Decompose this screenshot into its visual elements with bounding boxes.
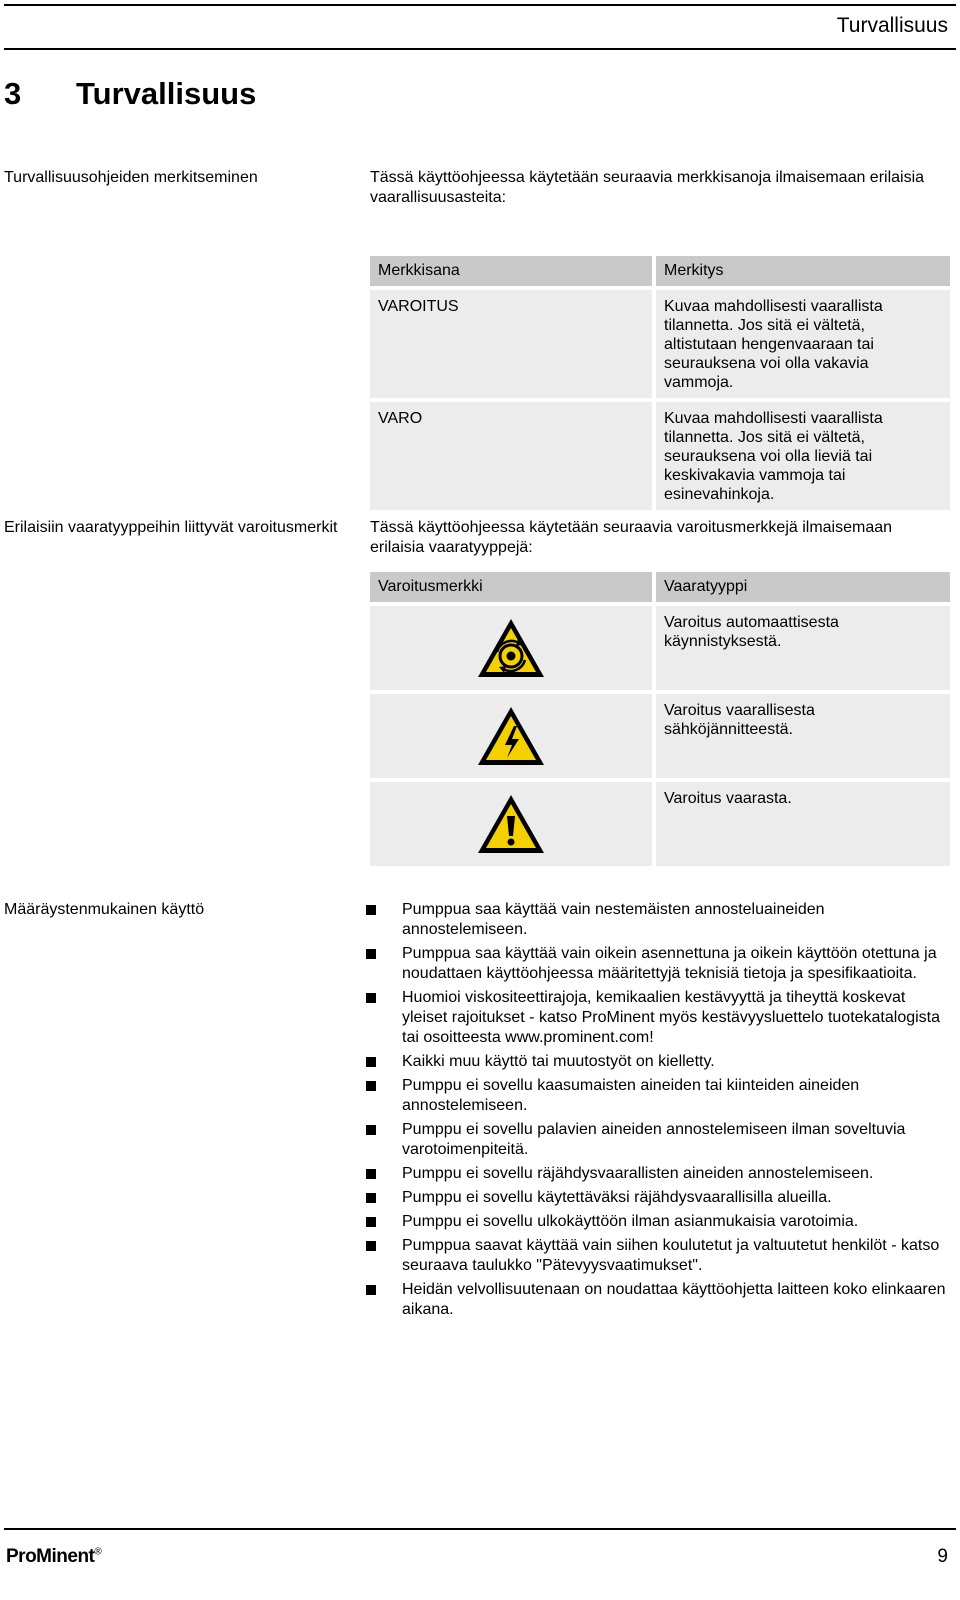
header-rule xyxy=(4,4,956,6)
list-item xyxy=(364,1280,954,1320)
list-item-text: Pumppua saavat käyttää vain siihen koulutetut ja valtuutetut henkilöt - katso seuraava taulukko "Pätevyysvaatimukset". xyxy=(402,1237,940,1274)
high-voltage-warning-icon xyxy=(475,704,547,768)
list-item xyxy=(364,1076,954,1116)
column-header-hazard-type: Vaaratyyppi xyxy=(656,572,950,602)
list-item-text: Pumppu ei sovellu ulkokäyttöön ilman asianmukaisia varotoimia. xyxy=(402,1213,859,1230)
list-item-text: Huomioi viskositeettirajoja, kemikaalien kestävyyttä ja tiheyttä koskevat yleiset rajoitukset - katso ProMinent myös kestävyysluettelo tuotekatalogista tai osoitteesta www.prominent.com! xyxy=(402,989,941,1046)
list-item-text: Pumppu ei sovellu räjähdysvaarallisten aineiden annostelemiseen. xyxy=(402,1165,874,1182)
section-label-signs: Erilaisiin vaaratyyppeihin liittyvät varoitusmerkit xyxy=(4,519,338,536)
list-item xyxy=(364,1236,954,1276)
column-header-meaning: Merkitys xyxy=(656,256,950,286)
warning-sign-cell xyxy=(370,782,656,866)
list-item xyxy=(364,1120,954,1160)
bullet-icon xyxy=(366,1285,376,1295)
table-row xyxy=(370,402,950,510)
bullet-icon xyxy=(366,949,376,959)
list-item-text: Pumppua saa käyttää vain oikein asennettuna ja oikein käyttöön otettuna ja noudattaen käyttöohjeessa määritettyjä teknisiä tietoja ja spesifikaatioita. xyxy=(402,945,937,982)
page-number: 9 xyxy=(937,1546,948,1567)
bullet-icon xyxy=(366,1217,376,1227)
signal-word-cell: VARO xyxy=(370,402,656,510)
meaning-cell: Kuvaa mahdollisesti vaarallista tilannetta. Jos sitä ei vältetä, altistutaan hengenvaaraan tai seurauksena voi olla vakavia vammoja. xyxy=(656,290,950,398)
list-item-text: Pumppu ei sovellu kaasumaisten aineiden tai kiinteiden aineiden annostelemiseen. xyxy=(402,1077,860,1114)
list-item xyxy=(364,1164,954,1184)
intended-use-list xyxy=(364,900,954,1324)
running-title: Turvallisuus xyxy=(836,14,948,37)
chapter-heading xyxy=(4,76,256,112)
list-item-text: Pumppua saa käyttää vain nestemäisten annosteluaineiden annostelemiseen. xyxy=(402,901,825,938)
hazard-type-cell: Varoitus vaarallisesta sähköjännitteestä. xyxy=(656,694,950,778)
list-item-text: Heidän velvollisuutenaan on noudattaa käyttöohjetta laitteen koko elinkaaren aikana. xyxy=(402,1281,946,1318)
section-intro-signs: Tässä käyttöohjeessa käytetään seuraavia varoitusmerkkejä ilmaisemaan erilaisia vaaratyyppejä: xyxy=(370,519,893,556)
list-item xyxy=(364,1212,954,1232)
table-header-row xyxy=(370,256,950,286)
chapter-title: Turvallisuus xyxy=(76,76,257,111)
logo-text: ProMinent xyxy=(6,1546,95,1567)
list-item xyxy=(364,900,954,940)
table-row xyxy=(370,290,950,398)
list-item xyxy=(364,944,954,984)
logo-registered-mark: ® xyxy=(94,1546,102,1558)
general-danger-warning-icon xyxy=(475,792,547,856)
hazard-type-cell: Varoitus automaattisesta käynnistyksestä. xyxy=(656,606,950,690)
list-item xyxy=(364,1188,954,1208)
list-item-text: Pumppu ei sovellu käytettäväksi räjähdysvaarallisilla alueilla. xyxy=(402,1189,832,1206)
column-header-warning-sign: Varoitusmerkki xyxy=(370,572,656,602)
table-row xyxy=(370,606,950,690)
bullet-icon xyxy=(366,993,376,1003)
header-divider xyxy=(4,48,956,50)
bullet-icon xyxy=(366,1057,376,1067)
bullet-icon xyxy=(366,905,376,915)
automatic-start-warning-icon xyxy=(475,616,547,680)
list-item-text: Pumppu ei sovellu palavien aineiden annostelemiseen ilman soveltuvia varotoimenpiteitä. xyxy=(402,1121,906,1158)
warning-signs-table xyxy=(370,568,950,870)
section-label-intended-use: Määräystenmukainen käyttö xyxy=(4,901,205,918)
table-row xyxy=(370,782,950,866)
warning-sign-cell xyxy=(370,694,656,778)
meaning-cell: Kuvaa mahdollisesti vaarallista tilannetta. Jos sitä ei vältetä, seurauksena voi olla lieviä tai keskivakavia vammoja tai esinevahinkoja. xyxy=(656,402,950,510)
signal-word-cell: VAROITUS xyxy=(370,290,656,398)
footer-rule xyxy=(4,1528,956,1530)
bullet-icon xyxy=(366,1081,376,1091)
section-intro-marking: Tässä käyttöohjeessa käytetään seuraavia merkkisanoja ilmaisemaan erilaisia vaarallisuusasteita: xyxy=(370,169,925,206)
bullet-icon xyxy=(366,1169,376,1179)
bullet-icon xyxy=(366,1241,376,1251)
prominent-logo xyxy=(6,1546,101,1568)
column-header-signal-word: Merkkisana xyxy=(370,256,656,286)
section-label-marking: Turvallisuusohjeiden merkitseminen xyxy=(4,169,258,186)
bullet-icon xyxy=(366,1193,376,1203)
hazard-type-cell: Varoitus vaarasta. xyxy=(656,782,950,866)
warning-sign-cell xyxy=(370,606,656,690)
bullet-icon xyxy=(366,1125,376,1135)
list-item-text: Kaikki muu käyttö tai muutostyöt on kielletty. xyxy=(402,1053,715,1070)
list-item xyxy=(364,988,954,1048)
table-header-row xyxy=(370,572,950,602)
signal-words-table xyxy=(370,252,950,514)
list-item xyxy=(364,1052,954,1072)
table-row xyxy=(370,694,950,778)
chapter-number: 3 xyxy=(4,76,22,111)
